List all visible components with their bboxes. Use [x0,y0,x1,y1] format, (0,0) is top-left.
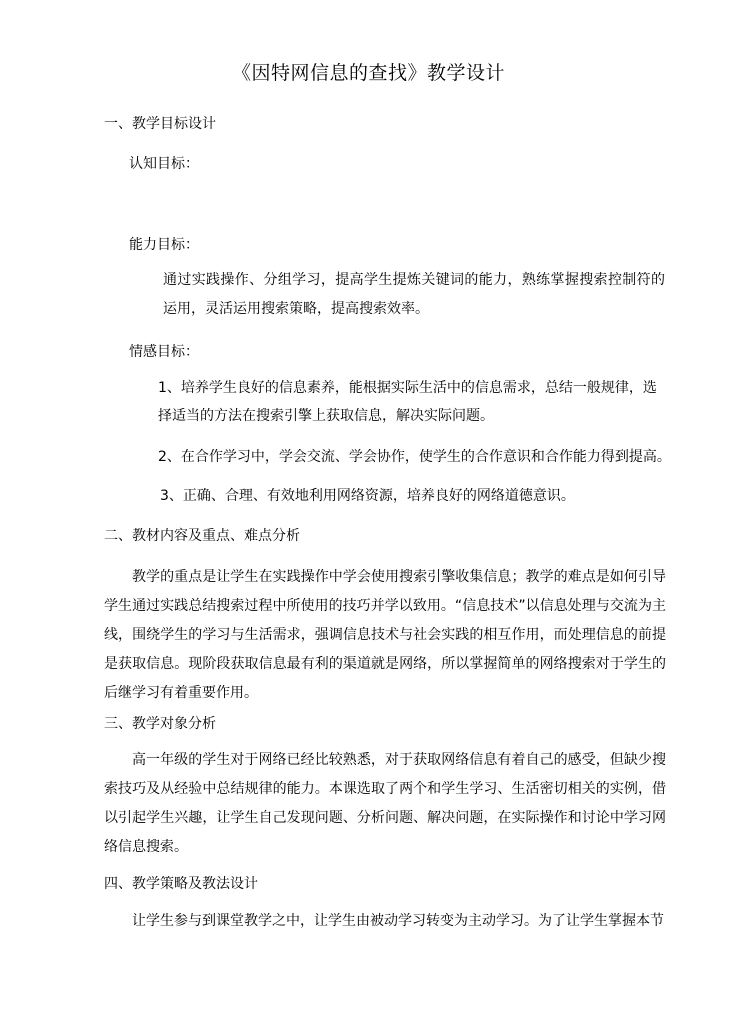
item-text: 培养学生良好的信息素养，能根据实际生活中的信息需求，总结一般规律，选择适当的方法在搜索引擎上获取信息，解决实际问题。 [158,380,657,424]
item-number: 1、 [158,380,181,396]
item-number: 3、 [160,488,183,504]
section-heading-learner-analysis: 三、教学对象分析 [104,716,216,732]
subheading-ability: 能力目标： [129,237,199,253]
subheading-cognitive: 认知目标： [129,156,199,172]
item-number: 2、 [158,449,181,465]
item-text: 正确、合理、有效地利用网络资源，培养良好的网络道德意识。 [182,488,575,504]
content-analysis-text: 教学的重点是让学生在实践操作中学会使用搜索引擎收集信息；教学的难点是如何引导学生通过实践总结搜索过程中所使用的技巧并学以致用。“信息技术”以信息处理与交流为主线，围绕学生的学习与生活需求，强调信息技术与社会实践的相互作用，而处理信息的前提是获取信息。现阶段获取信息最有利的渠道就是网络，所以掌握简单的网络搜索对于学生的后继学习有着重要作用。 [104,569,666,701]
affective-item-1 [158,374,668,430]
affective-item-3 [160,482,670,510]
section-heading-strategy: 四、教学策略及教法设计 [104,876,258,892]
learner-analysis-text: 高一年级的学生对于网络已经比较熟悉，对于获取网络信息有着自己的感受，但缺少搜索技巧及从经验中总结规律的能力。本课选取了两个和学生学习、生活密切相关的实例，借以引起学生兴趣，让学生自己发现问题、分析问题、解决问题，在实际操作和讨论中学习网络信息搜索。 [104,752,666,855]
strategy-text: 让学生参与到课堂教学之中，让学生由被动学习转变为主动学习。为了让学生掌握本节 [132,913,664,929]
document-title: 《因特网信息的查找》教学设计 [231,62,505,84]
section-heading-objectives: 一、教学目标设计 [104,116,216,132]
subheading-affective: 情感目标： [129,344,199,360]
section-heading-content-analysis: 二、教材内容及重点、难点分析 [104,528,300,544]
item-text: 在合作学习中，学会交流、学会协作，使学生的合作意识和合作能力得到提高。 [180,449,671,465]
ability-objective-text: 通过实践操作、分组学习，提高学生提炼关键词的能力，熟练掌握搜索控制符的运用，灵活运用搜索策略，提高搜索效率。 [163,272,665,317]
affective-item-2 [158,443,678,471]
